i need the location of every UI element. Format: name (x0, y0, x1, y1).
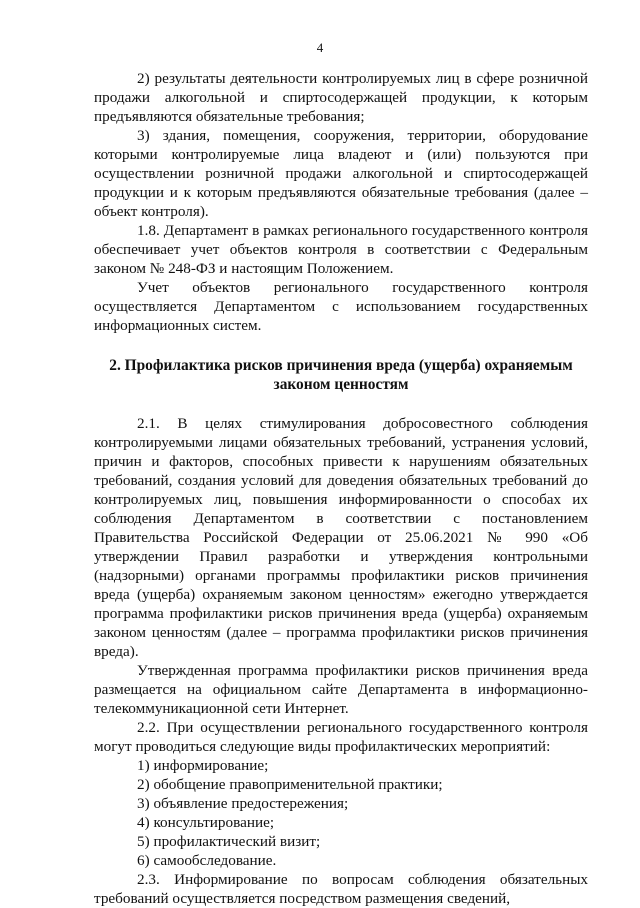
paragraph-control-objects-buildings: 3) здания, помещения, сооружения, территории, оборудование которыми контролируемые лица владеют и (или) пользуются при осуществлении розничной продажи алкогольной и спиртосодержащей продукции и к которым предъявляются обязательные требования (далее – объект контроля). (94, 127, 588, 220)
list-item-warning: 3) объявление предостережения; (137, 795, 349, 812)
list-item-practice-generalization: 2) обобщение правоприменительной практики; (137, 776, 443, 793)
paragraph-1-8: 1.8. Департамент в рамках регионального государственного контроля обеспечивает учет объектов контроля в соответствии с Федеральным законом № 248-ФЗ и настоящим Положением. (94, 222, 588, 277)
list-item-informing: 1) информирование; (137, 757, 269, 774)
document-body (94, 69, 588, 908)
section-2-heading-line-1: 2. Профилактика рисков причинения вреда (ущерба) охраняемым (109, 357, 573, 374)
paragraph-2-3: 2.3. Информирование по вопросам соблюдения обязательных требований осуществляется посредством размещения сведений, (94, 871, 588, 907)
list-item-preventive-visit: 5) профилактический визит; (137, 833, 321, 850)
paragraph-accounting-systems: Учет объектов регионального государственного контроля осуществляется Департаментом с использованием государственных информационных систем. (94, 279, 588, 334)
paragraph-2-2: 2.2. При осуществлении регионального государственного контроля могут проводиться следующие виды профилактических мероприятий: (94, 719, 588, 755)
paragraph-program-published: Утвержденная программа профилактики рисков причинения вреда размещается на официальном сайте Департамента в информационно-телекоммуникационной сети Интернет. (94, 662, 588, 717)
section-2-heading-line-2: законом ценностям (273, 376, 409, 393)
section-2-body (94, 414, 588, 908)
list-item-consulting: 4) консультирование; (137, 814, 275, 831)
list-item-self-examination: 6) самообследование. (137, 852, 277, 869)
page-number: 4 (316, 40, 324, 55)
paragraph-2-1: 2.1. В целях стимулирования добросовестного соблюдения контролируемыми лицами обязательных требований, устранения условий, причин и факторов, способных привести к нарушениям обязательных требований, создания условий для доведения обязательных требований до контролируемых лиц, повышения информированности о способах их соблюдения Департаментом в соответствии с постановлением Правительства Российской Федерации от 25.06.2021 № 990 «Об утверждении Правил разработки и утверждения контрольными (надзорными) органами программы профилактики рисков причинения вреда (ущерба) охраняемым законом ценностям» ежегодно утверждается программа профилактики рисков причинения вреда (ущерба) охраняемым законом ценностям (далее – программа профилактики рисков причинения вреда). (94, 415, 588, 660)
section-2-heading (94, 356, 588, 394)
paragraph-control-objects-results: 2) результаты деятельности контролируемых лиц в сфере розничной продажи алкогольной и спиртосодержащей продукции, к которым предъявляются обязательные требования; (94, 70, 588, 125)
